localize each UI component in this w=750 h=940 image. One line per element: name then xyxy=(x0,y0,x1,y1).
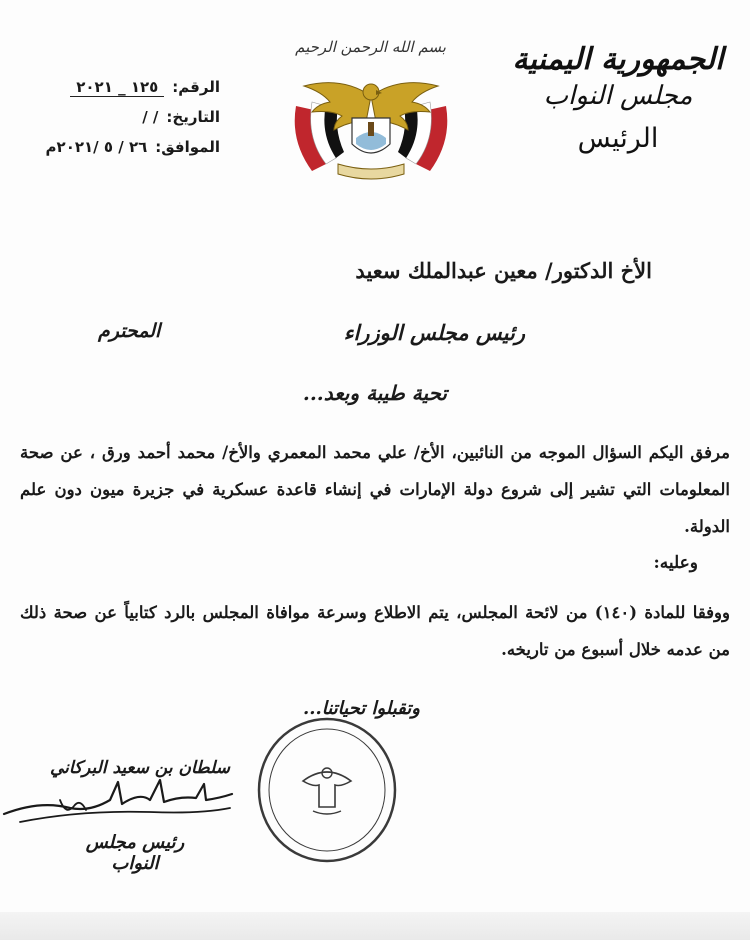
corresponding-date-row xyxy=(8,138,220,168)
addressee-position: رئيس مجلس الوزراء xyxy=(343,320,525,345)
letterhead-right xyxy=(508,42,728,156)
president-title: الرئيس xyxy=(577,123,659,154)
body-paragraph-1: مرفق اليكم السؤال الموجه من النائبين، الأخ/ علي محمد المعمري والأخ/ محمد أحمد ورق ، عن صحة المعلومات التي تشير إلى شروع دولة الإمارات في إنشاء قاعدة عسكرية في جزيرة ميون دون علم الدولة. xyxy=(20,443,730,536)
closing-line: وتقبلوا تحياتنا... xyxy=(302,698,420,719)
reference-label: الرقم: xyxy=(172,78,220,96)
signer-name: سلطان بن سعيد البركاني xyxy=(50,758,230,778)
body-paragraph-2: ووفقا للمادة (١٤٠) من لائحة المجلس، يتم الاطلاع وسرعة موافاة المجلس بالرد كتابياً عن صحة ذلك من عدمه خلال أسبوع من تاريخه. xyxy=(20,603,730,659)
honorific: المحترم xyxy=(98,320,161,342)
reference-block xyxy=(8,78,220,168)
greeting: تحية طيبة وبعد... xyxy=(302,381,447,405)
date-row xyxy=(8,108,220,138)
yemen-emblem-icon xyxy=(282,66,460,186)
corresponding-date-value: ٢٦ / ٥ /٢٠٢١م xyxy=(45,138,148,156)
page-bottom-edge xyxy=(0,912,750,940)
handwritten-signature-icon xyxy=(0,770,235,830)
therefore-heading: وعليه: xyxy=(653,553,698,573)
republic-title: الجمهورية اليمنية xyxy=(512,42,724,77)
reference-value: ١٢٥ _ ٢٠٢١ xyxy=(70,78,164,97)
signer-title: رئيس مجلس النواب xyxy=(85,832,185,874)
reference-row xyxy=(8,78,220,108)
date-label: التاريخ: xyxy=(166,108,220,126)
official-seal-icon xyxy=(255,715,400,865)
date-value: / / xyxy=(142,108,159,126)
corresponding-date-label: الموافق: xyxy=(155,138,220,156)
addressee-line: الأخ الدكتور/ معين عبدالملك سعيد xyxy=(355,258,652,283)
council-title: مجلس النواب xyxy=(543,81,693,111)
basmala: بسم الله الرحمن الرحيم xyxy=(295,38,446,56)
